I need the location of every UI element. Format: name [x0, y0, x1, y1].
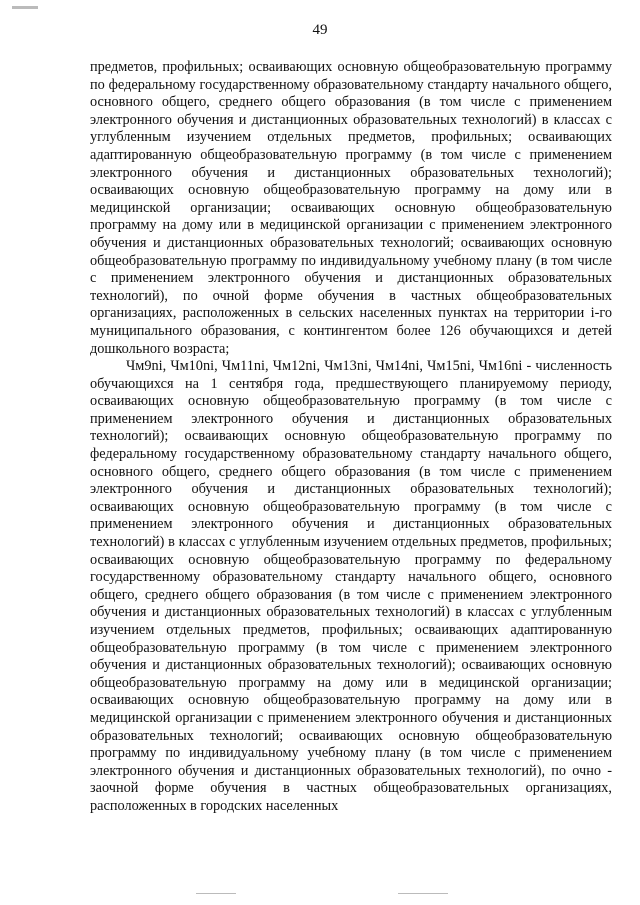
scan-artifact [196, 893, 236, 894]
paragraph-continuation: предметов, профильных; осваивающих основную общеобразовательную программу по федеральному государственному образовательному стандарту начального общего, основного общего, среднего общего образования (в том числе с применением электронного обучения и дистанционных образовательных технологий) в классах с углубленным изучением отдельных предметов, профильных; осваивающих адаптированную общеобразовательную программу (в том числе с применением электронного обучения и дистанционных образовательных технологий); осваивающих основную общеобразовательную программу на дому или в медицинской организации; осваивающих основную общеобразовательную программу на дому или в медицинской организации с применением электронного обучения и дистанционных образовательных технологий; осваивающих основную общеобразовательную программу по индивидуальному учебному плану (в том числе с применением электронного обучения и дистанционных образовательных технологий), по очной форме обучения в частных общеобразовательных организациях, расположенных в сельских населенных пунктах на территории i-го муниципального образования, с контингентом более 126 обучающихся и детей дошкольного возраста; [90, 59, 612, 357]
document-body [90, 59, 612, 816]
page-number: 49 [312, 22, 328, 38]
paragraph-definition: Чм9ni, Чм10ni, Чм11ni, Чм12ni, Чм13ni, Чм14ni, Чм15ni, Чм16ni - численность обучающихся на 1 сентября года, предшествующего планируемому периоду, осваивающих основную общеобразовательную программу (в том числе с применением электронного обучения и дистанционных образовательных технологий); осваивающих основную общеобразовательную программу по федеральному государственному образовательному стандарту начального общего, основного общего, среднего общего образования (в том числе с применением электронного обучения и дистанционных образовательных технологий); осваивающих основную общеобразовательную программу (в том числе с применением электронного обучения и дистанционных образовательных технологий) в классах с углубленным изучением отдельных предметов, профильных; осваивающих основную общеобразовательную программу по федеральному государственному образовательному стандарту начального общего, основного общего, среднего общего образования (в том числе с применением электронного обучения и дистанционных образовательных технологий) в классах с углубленным изучением отдельных предметов, профильных; осваивающих адаптированную общеобразовательную программу (в том числе с применением электронного обучения и дистанционных образовательных технологий); осваивающих основную общеобразовательную программу на дому или в медицинской организации; осваивающих основную общеобразовательную программу на дому или в медицинской организации с применением электронного обучения и дистанционных образовательных технологий; осваивающих основную общеобразовательную программу по индивидуальному учебному плану (в том числе с применением электронного обучения и дистанционных образовательных технологий), по очно - заочной форме обучения в частных общеобразовательных организациях, расположенных в городских населенных [90, 358, 612, 814]
scan-artifact [12, 6, 38, 9]
scan-artifact [398, 893, 448, 894]
